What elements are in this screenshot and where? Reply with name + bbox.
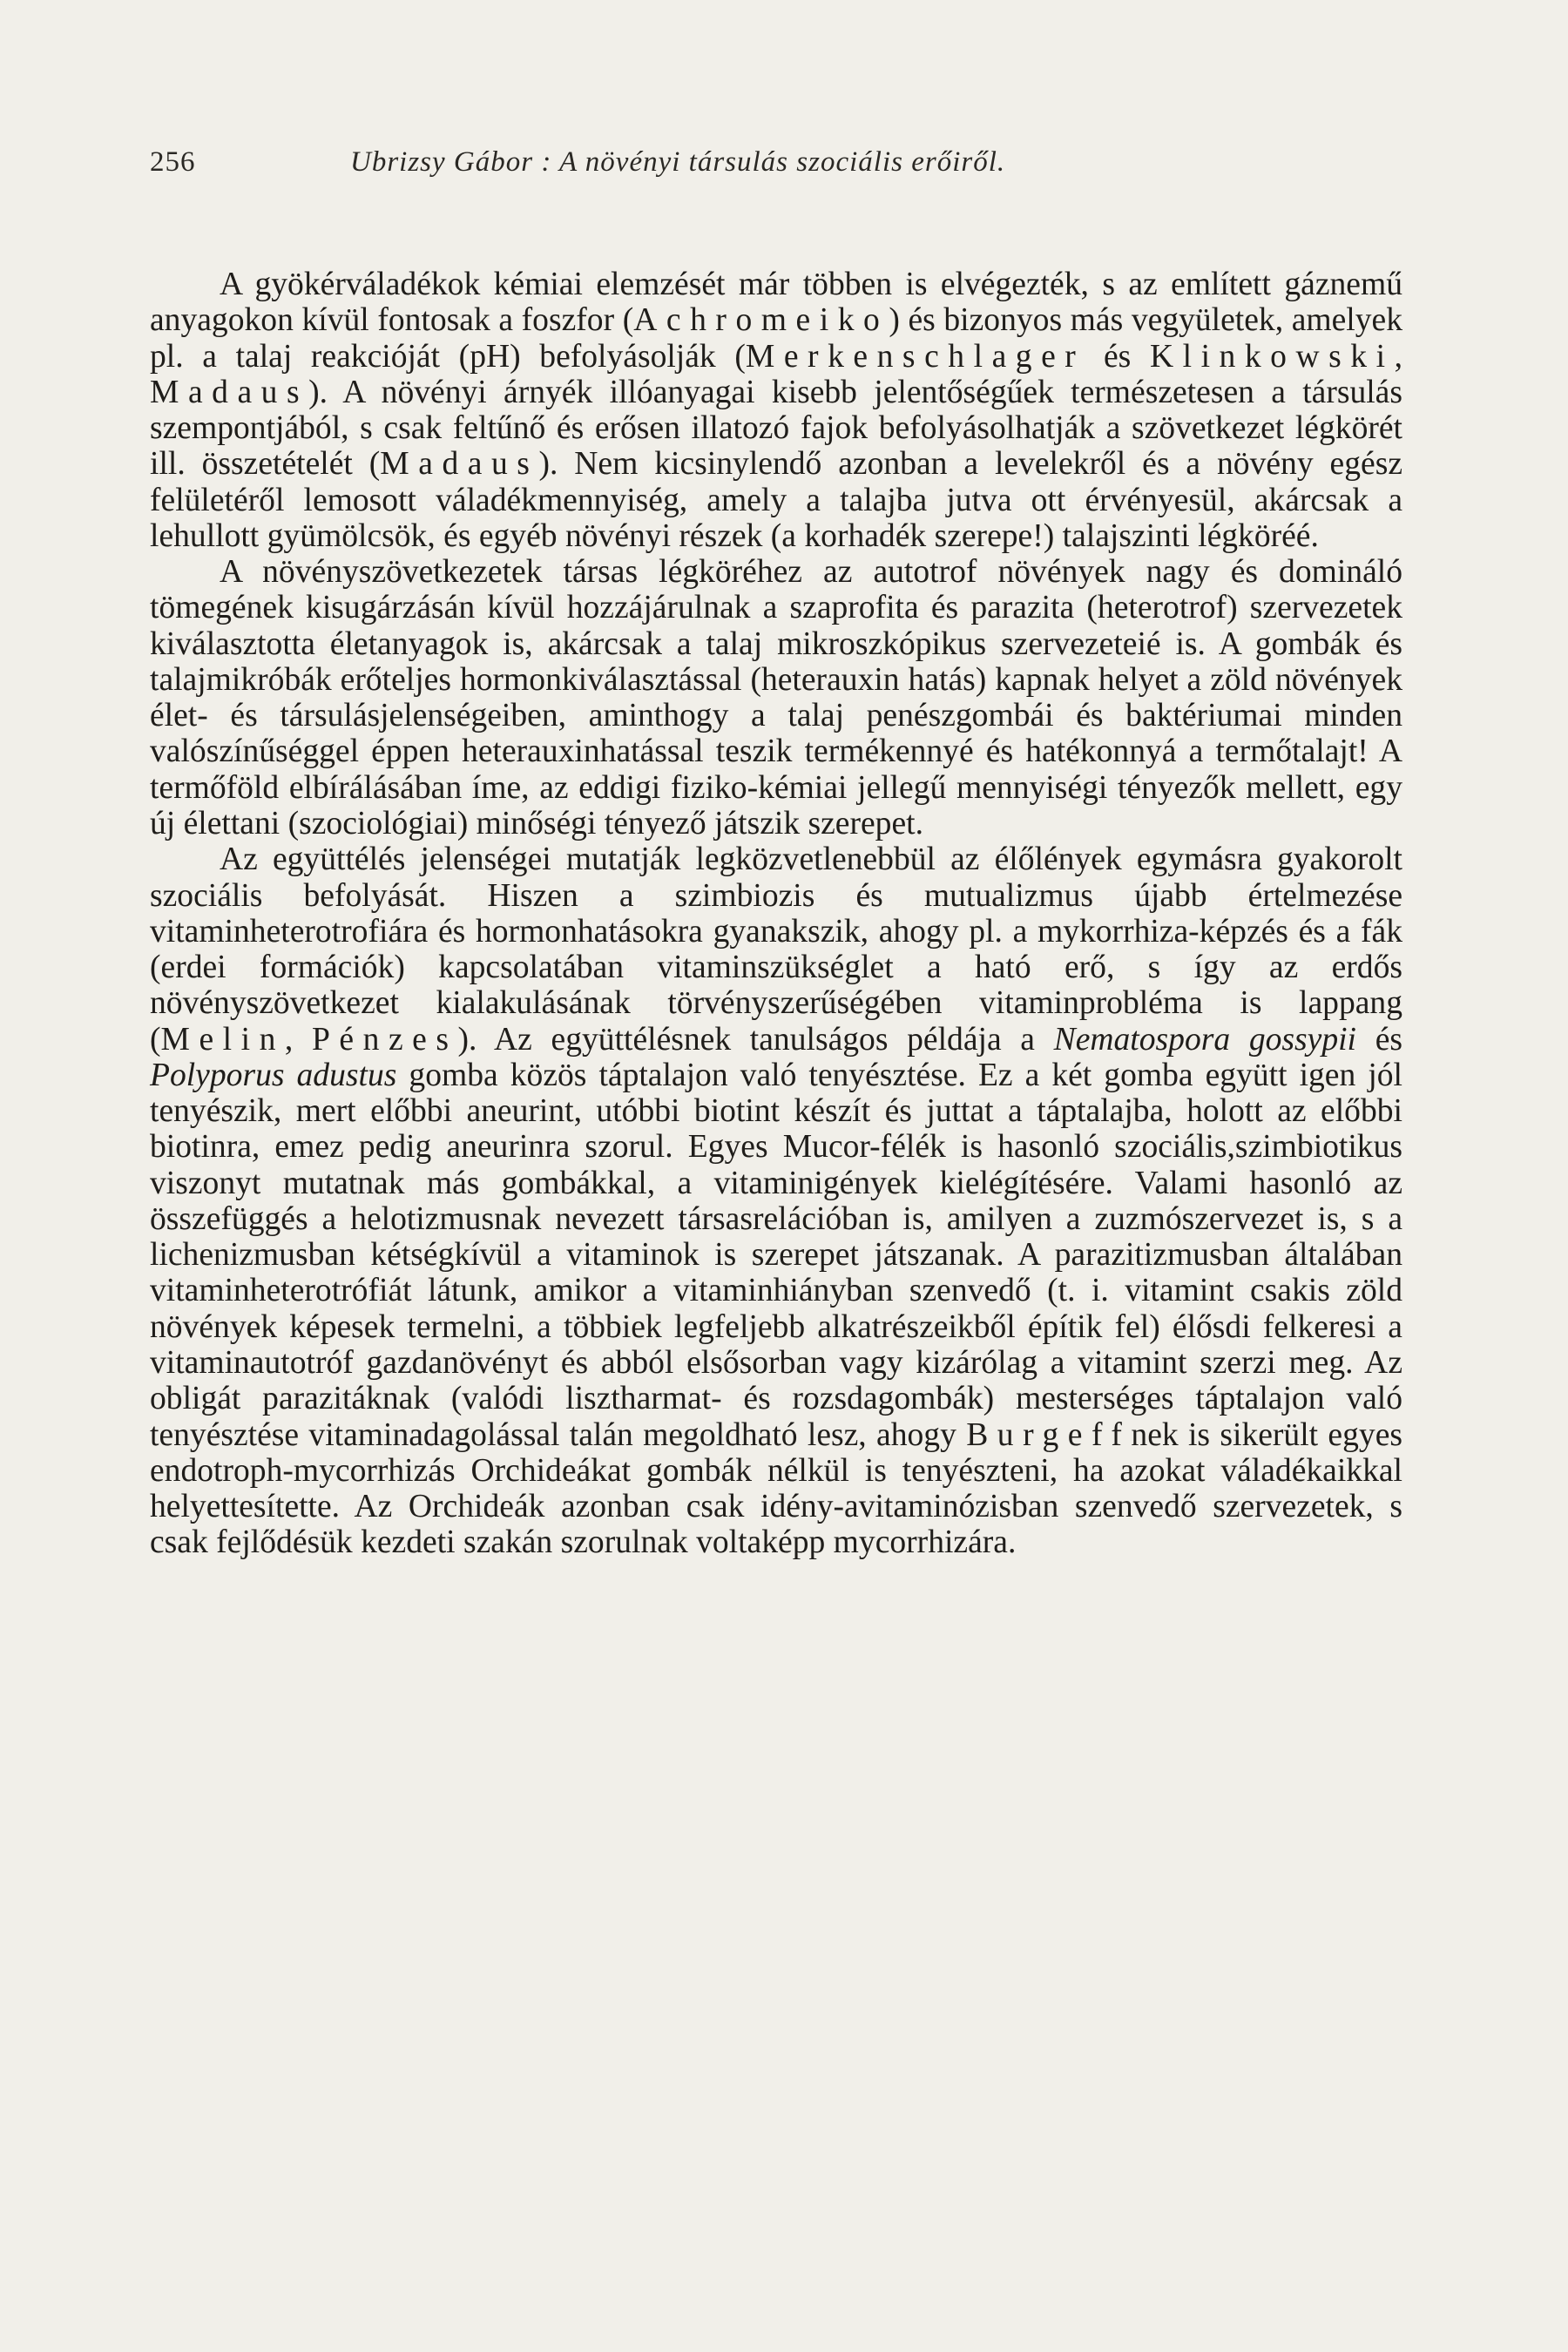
paragraph-symbiosis bbox=[150, 841, 1402, 1560]
taxon-name: Nematospora gossypii bbox=[1053, 1021, 1357, 1058]
text-run: , bbox=[284, 1021, 312, 1058]
text-run: Az együttélés jelenségei mutatják legközvetlenebbül az élőlények egymásra gyakorolt szociális befolyását. Hiszen a szimbiozis és mutualizmus újabb értelmezése vitaminheterotrofiára és hormonhatásokra gyanakszik, ahogy pl. a mykorrhiza-képzés és a fák (erdei formációk) kapcsolatában vitaminszükséglet a ható erő, s így az erdős növényszövetkezet kialakulásának törvényszerűségében vitaminprobléma is lappang ( bbox=[150, 841, 1402, 1058]
author-name: Klinkowski bbox=[1149, 338, 1395, 375]
taxon-name: Polyporus adustus bbox=[150, 1057, 397, 1093]
text-run: ). A növényi árnyék illóanyagai kisebb jelentőségűek természetesen a társulás szempontjából, s csak feltűnő és erősen illatozó fajok befolyásolhatják a szövetkezet légkörét ill. összetételét ( bbox=[150, 374, 1402, 483]
text-run: és bbox=[1356, 1021, 1402, 1058]
text-run: és bbox=[1085, 338, 1150, 375]
author-name: Achromeiko bbox=[633, 302, 889, 339]
running-title: Ubrizsy Gábor : A növényi társulás szociális erőiről. bbox=[350, 146, 1006, 178]
text-run: ). Nem kicsinylendő azonban a levelekről és a növény egész felületéről lemosott váladékmennyiség, amely a talajba jutva ott érvényesül, akárcsak a lehullott gyümölcsök, és egyéb növényi részek (a korhadék szerepe!) talajszinti légköréé. bbox=[150, 446, 1402, 554]
text-run: , bbox=[1394, 338, 1403, 375]
text-run: nek is sikerült egyes endotroph-mycorrhizás Orchideákat gombák nélkül is tenyészteni, ha azokat váladékaikkal helyettesítette. Az Orchideák azonban csak idény-avitaminózisban szenvedő szervezetek, s csak fejlődésük kezdeti szakán szorulnak voltaképp mycorrhizára. bbox=[150, 1416, 1402, 1561]
author-name: Burgeff bbox=[966, 1416, 1132, 1453]
body-text bbox=[150, 267, 1402, 1561]
text-run: gomba közös táptalajon való tenyésztése. Ez a két gomba együtt igen jól tenyészik, mert előbbi aneurint, utóbbi biotint készít és juttat a táptalajba, holott az előbbi biotinra, emez pedig aneurinra szorul. Egyes Mucor-félék is hasonló szociális,szimbiotikus viszonyt mutatnak más gombákkal, a vitaminigények kielégítésére. Valami hasonló az összefüggés a helotizmusnak nevezett társasrelációban is, amilyen a zuzmószervezet is, s a lichenizmusban kétségkívül a vitaminok is szerepet játszanak. A parazitizmusban általában vitaminheterotrófiát látunk, amikor a vitaminhiányban szenvedő (t. i. vitamint csakis zöld növények képesek termelni, a többiek legfeljebb alkatrészeikből építik fel) élősdi felkeresi a vitaminautotróf gazdanövényt és abból elsősorban vagy kizárólag a vitamint szerzi meg. Az obligát parazitáknak (valódi lisztharmat- és rozsdagombák) mesterséges táptalajon való tenyésztése vitaminadagolással talán megoldható lesz, ahogy bbox=[150, 1057, 1402, 1453]
page-number: 256 bbox=[150, 146, 196, 178]
text-run: ) és bizonyos más vegyületek, amelyek pl. a talaj reakcióját (pH) befolyásolják ( bbox=[150, 302, 1402, 375]
author-name: Melin bbox=[160, 1021, 285, 1058]
author-name: Madaus bbox=[150, 374, 309, 410]
text-run: ). Az együttélésnek tanulságos példája a bbox=[457, 1021, 1054, 1058]
paragraph-community-atmosphere bbox=[150, 554, 1402, 841]
text-run: A gyökérváladékok kémiai elemzését már többen is elvégezték, s az említett gáznemű anyagokon kívül fontosak a foszfor ( bbox=[150, 267, 1402, 339]
paragraph-root-exudates bbox=[150, 267, 1402, 554]
author-name: Merkenschlager bbox=[745, 338, 1085, 375]
page-header bbox=[150, 146, 1402, 179]
author-name: Pénzes bbox=[312, 1021, 458, 1058]
author-name: Madaus bbox=[380, 446, 539, 483]
text-run: A növényszövetkezetek társas légköréhez az autotrof növények nagy és domináló tömegének kisugárzásán kívül hozzájárulnak a szaprofita és parazita (heterotrof) szervezetek kiválasztotta életanyagok is, akárcsak a talaj mikroszkópikus szervezeteié is. A gombák és talajmikróbák erőteljes hormonkiválasztással (heterauxin hatás) kapnak helyet a zöld növények élet- és társulásjelenségeiben, aminthogy a talaj penészgombái és baktériumai minden valószínűséggel éppen heterauxinhatással teszik termékennyé és hatékonnyá a termőtalajt! A termőföld elbírálásában íme, az eddigi fiziko-kémiai jellegű mennyiségi tényezők mellett, egy új élettani (szociológiai) minőségi tényező játszik szerepet. bbox=[150, 554, 1402, 841]
